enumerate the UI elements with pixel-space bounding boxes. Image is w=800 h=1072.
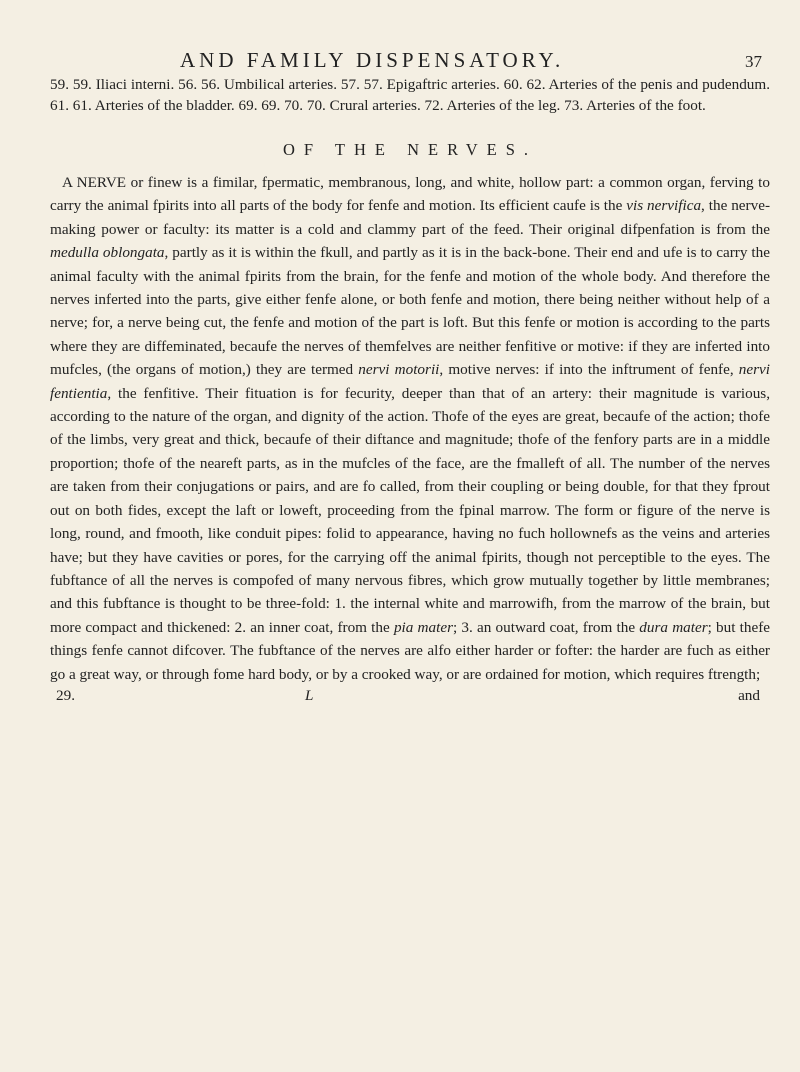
- text-run: , partly as it is within the fkull, and partly as it is in the back-bone. Their end and ufe is to carry the animal faculty with the animal fpirits from the brain, for the fenfe and motion of the whole body. And therefore the nerves inferted into the parts, give either fenfe alone, or both fenfe and motion, there being neither without help of a nerve; for, a nerve being cut, the fenfe and motion of the part is loft. But this fenfe or motion is according to the parts where they are diffeminated, becaufe the nerves of themfelves are neither fenfitive or motive: if they are inferted into mufcles, (the organs of motion,) they are termed: [50, 244, 770, 379]
- text-run: , the fenfitive. Their fituation is for fecurity, deeper than that of an artery: their magnitude is various, according to the nature of the organ, and dignity of the action. Thofe of the eyes are great, becaufe of the action; thofe of the limbs, very great and thick, becaufe of their diftance and magnitude; thofe of the fenfory parts are in a middle proportion; thofe of the neareft parts, as in the mufcles of the face, are the fmalleft of all. The number of the nerves are taken from their conjugations or pairs, and are fo called, from their coupling or being double, for that they fprout out on both fides, except the laft or loweft, proceeding from the fpinal marrow. The form or figure of the nerve is long, round, and fmooth, like conduit pipes: folid to appearance, having no fuch hollownefs as the veins and arteries have; but they have cavities or pores, for the carrying off the animal fpirits, though not perceptible to the eyes. The fubftance of all the nerves is compofed of many nervous fibres, which grow mutually together by little membranes; and this fubftance is thought to be three-fold: 1. the internal white and marrowifh, from the marrow of the brain, but more compact and thickened: 2. an inner coat, from the: [50, 384, 770, 636]
- signature-mark: L: [305, 686, 314, 704]
- text-run: , the nerve-making power or faculty: its matter is a cold and clammy part of the feed. Their original difpenfation is from the: [50, 197, 771, 238]
- section-heading: OF THE NERVES.: [282, 140, 538, 159]
- text-run: A NERVE or finew is a fimilar, fpermatic, membranous, long, and white, hollow part: a common organ, ferving to carry the animal fpirits into all parts of the body for fenfe and motion. Its efficient caufe is the: [50, 174, 770, 215]
- page-header: [50, 40, 770, 74]
- latin-term: vis nervifica: [626, 197, 702, 215]
- page-footer: [50, 686, 770, 714]
- text-run: ; 3. an outward coat, from the: [453, 618, 640, 636]
- latin-term: pia mater: [393, 618, 453, 636]
- nerves-paragraph: [50, 171, 770, 686]
- latin-term: nervi motorii: [358, 361, 440, 379]
- signature-number: 29.: [56, 686, 75, 704]
- page-number: 37: [745, 52, 762, 71]
- text-run: ; but thefe things fenfe cannot difcover. The fubftance of the nerves are alfo either harder or fofter: the harder are fuch as either go a great way, or through fome hard body, or by a crooked way, or are ordained for motion, which requires ftrength;: [50, 618, 771, 683]
- latin-term: nervi fentientia: [50, 361, 771, 402]
- text-run: , motive nerves: if into the inftrument of fenfe,: [439, 361, 739, 379]
- latin-term: medulla oblongata: [50, 244, 165, 262]
- running-head: AND FAMILY DISPENSATORY.: [180, 48, 565, 72]
- artery-list-continuation: 59. 59. Iliaci interni. 56. 56. Umbilical arteries. 57. 57. Epigaftric arteries. 60. 62. Arteries of the penis and pudendum. 61. 61. Arteries of the bladder. 69. 69. 70. 70. Crural arteries. 72. Arteries of the leg. 73. Arteries of the foot.: [50, 76, 770, 114]
- latin-term: dura mater: [639, 618, 708, 636]
- catchword: and: [738, 686, 760, 704]
